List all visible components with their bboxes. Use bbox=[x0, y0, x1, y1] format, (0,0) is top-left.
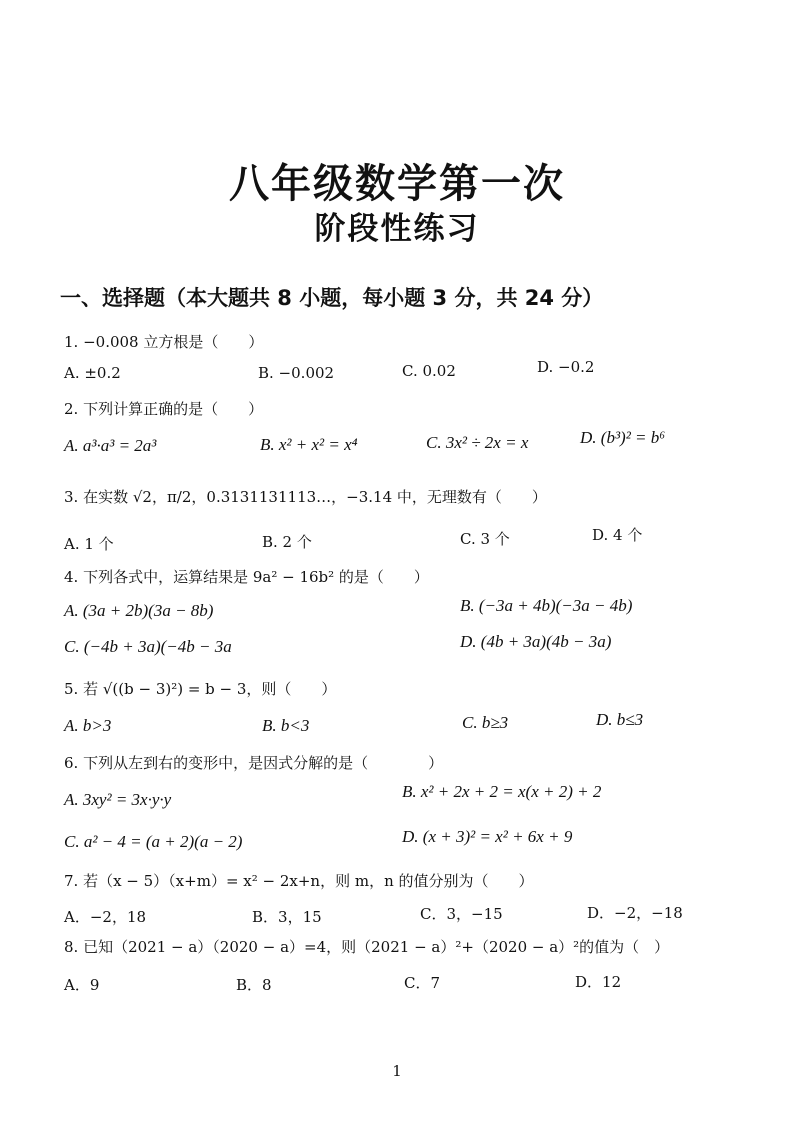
option-a: A. 3xy² = 3x·y·y bbox=[64, 790, 172, 809]
question-stem: 5. 若 √((b − 3)²) = b − 3，则（ ） bbox=[64, 680, 337, 698]
exam-subtitle: 阶段性练习 bbox=[314, 211, 480, 247]
option-b: B. x² + 2x + 2 = x(x + 2) + 2 bbox=[402, 782, 602, 801]
option-b: B. (−3a + 4b)(−3a − 4b) bbox=[460, 596, 633, 615]
option-c: C. 0.02 bbox=[402, 362, 456, 380]
option-c: C. b≥3 bbox=[462, 713, 509, 732]
option-d: D. b≤3 bbox=[596, 710, 644, 729]
section-heading: 一、选择题（本大题共 8 小题，每小题 3 分，共 24 分） bbox=[60, 286, 604, 310]
question-stem: 3. 在实数 √2，π/2，0.3131131113…，−3.14 中，无理数有（ ） bbox=[64, 488, 547, 506]
option-c: C．7 bbox=[404, 974, 441, 992]
question-stem: 4. 下列各式中，运算结果是 9a² − 16b² 的是（ ） bbox=[64, 568, 429, 586]
question-stem: 8. 已知（2021 − a）（2020 − a）=4，则（2021 − a）²+（2020 − a）²的值为（ ） bbox=[64, 938, 670, 956]
option-b: B．8 bbox=[236, 976, 272, 994]
question-stem: 2. 下列计算正确的是（ ） bbox=[64, 400, 264, 418]
option-c: C. 3 个 bbox=[460, 530, 510, 548]
option-d: D. (x + 3)² = x² + 6x + 9 bbox=[402, 827, 573, 846]
option-a: A．9 bbox=[64, 976, 100, 994]
option-d: D．−2，−18 bbox=[587, 904, 683, 922]
option-d: D．12 bbox=[575, 973, 622, 991]
option-d: D. (4b + 3a)(4b − 3a) bbox=[460, 632, 612, 651]
option-b: B．3，15 bbox=[252, 908, 322, 926]
option-a: A. a³·a³ = 2a³ bbox=[64, 436, 157, 455]
option-d: D. (b³)² = b⁶ bbox=[580, 428, 666, 447]
option-a: A．−2，18 bbox=[64, 908, 147, 926]
question-stem: 1. −0.008 立方根是（ ） bbox=[64, 333, 264, 351]
exam-title: 八年级数学第一次 bbox=[229, 161, 565, 207]
question-stem: 7. 若（x − 5）（x+m）= x² − 2x+n，则 m，n 的值分别为（ ） bbox=[64, 872, 534, 890]
option-a: A. ±0.2 bbox=[64, 364, 121, 382]
option-d: D. −0.2 bbox=[537, 358, 595, 376]
option-c: C. 3x² ÷ 2x = x bbox=[426, 433, 529, 452]
option-b: B. −0.002 bbox=[258, 364, 335, 382]
option-b: B. 2 个 bbox=[262, 533, 312, 551]
option-a: A. 1 个 bbox=[64, 535, 114, 553]
option-b: B. x² + x² = x⁴ bbox=[260, 435, 358, 454]
option-c: C. (−4b + 3a)(−4b − 3a bbox=[64, 637, 232, 656]
option-a: A. (3a + 2b)(3a − 8b) bbox=[64, 601, 214, 620]
option-c: C．3，−15 bbox=[420, 905, 503, 923]
option-b: B. b<3 bbox=[262, 716, 310, 735]
option-c: C. a² − 4 = (a + 2)(a − 2) bbox=[64, 832, 243, 851]
page-number: 1 bbox=[392, 1062, 402, 1080]
question-stem: 6. 下列从左到右的变形中，是因式分解的是（ ） bbox=[64, 754, 444, 772]
option-a: A. b>3 bbox=[64, 716, 112, 735]
option-d: D. 4 个 bbox=[592, 526, 643, 544]
